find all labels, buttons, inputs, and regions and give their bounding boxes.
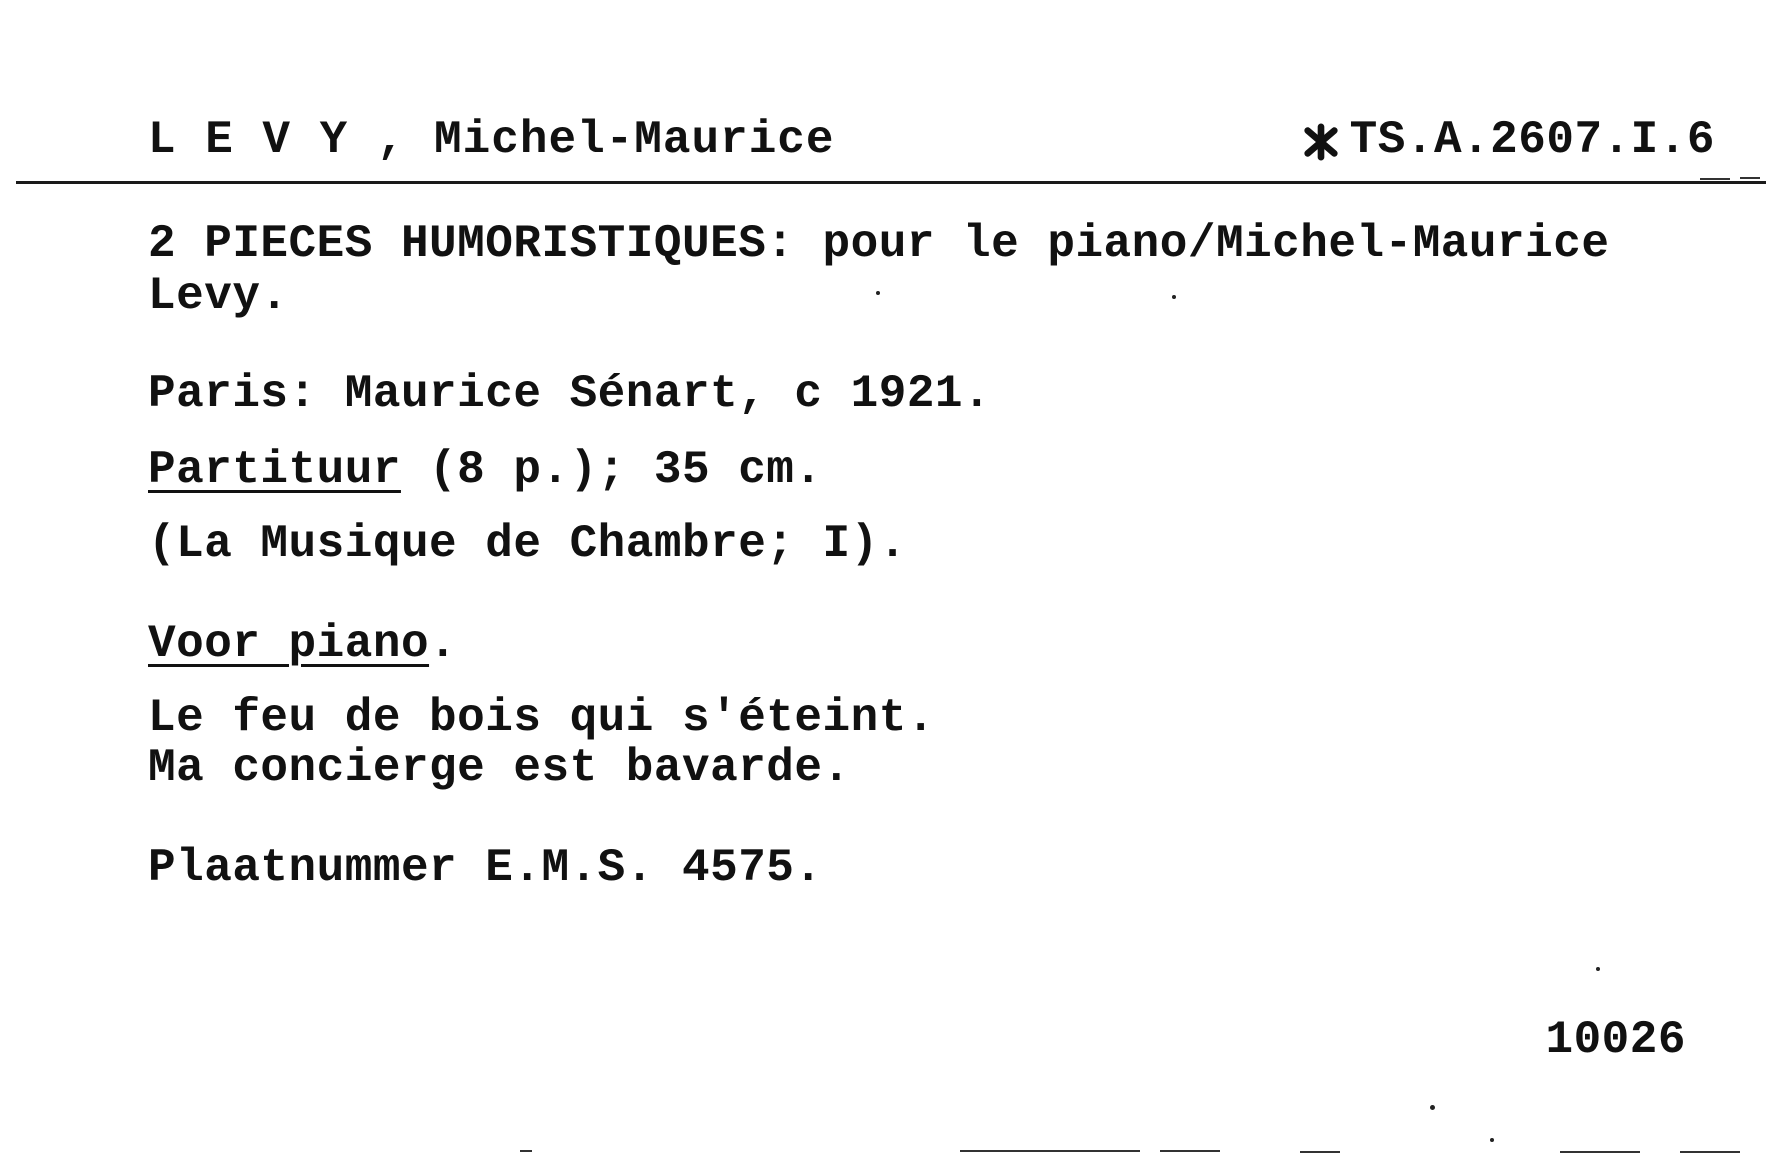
bottom-dash (1680, 1151, 1740, 1153)
speck (1490, 1138, 1494, 1142)
contents-item: Ma concierge est bavarde. (148, 742, 851, 794)
shelfmark (1302, 114, 1715, 166)
speck (1430, 1105, 1435, 1110)
imprint: Paris: Maurice Sénart, c 1921. (148, 368, 992, 420)
collation-label: Partituur (148, 444, 401, 496)
title-line-2: Levy. (148, 270, 289, 322)
bottom-dash (1560, 1151, 1640, 1153)
series-statement: (La Musique de Chambre; I). (148, 518, 907, 570)
shelfmark-code: TS.A.2607.I.6 (1349, 114, 1715, 166)
asterisk-icon (1302, 123, 1340, 161)
bottom-dash (520, 1150, 532, 1152)
bottom-dash (960, 1150, 1140, 1152)
bottom-dash (1300, 1151, 1340, 1153)
speck (876, 291, 880, 295)
bottom-dash (1160, 1150, 1220, 1152)
collation (148, 444, 823, 496)
author-heading: L E V Y , Michel-Maurice (148, 114, 835, 166)
title-line-1: 2 PIECES HUMORISTIQUES: pour le piano/Michel-Maurice (148, 218, 1610, 270)
rule-speck (1700, 178, 1730, 180)
speck (1596, 967, 1600, 971)
rule-speck (1740, 177, 1760, 179)
contents-item: Le feu de bois qui s'éteint. (148, 692, 935, 744)
collation-rest: (8 p.); 35 cm. (400, 444, 823, 496)
subject (148, 618, 457, 670)
plate-number: Plaatnummer E.M.S. 4575. (148, 842, 823, 894)
subject-label: Voor piano (148, 618, 430, 670)
card-number: 10026 (1545, 1014, 1686, 1066)
speck (1172, 295, 1176, 299)
heading-rule (16, 181, 1766, 184)
subject-end: . (429, 618, 458, 670)
